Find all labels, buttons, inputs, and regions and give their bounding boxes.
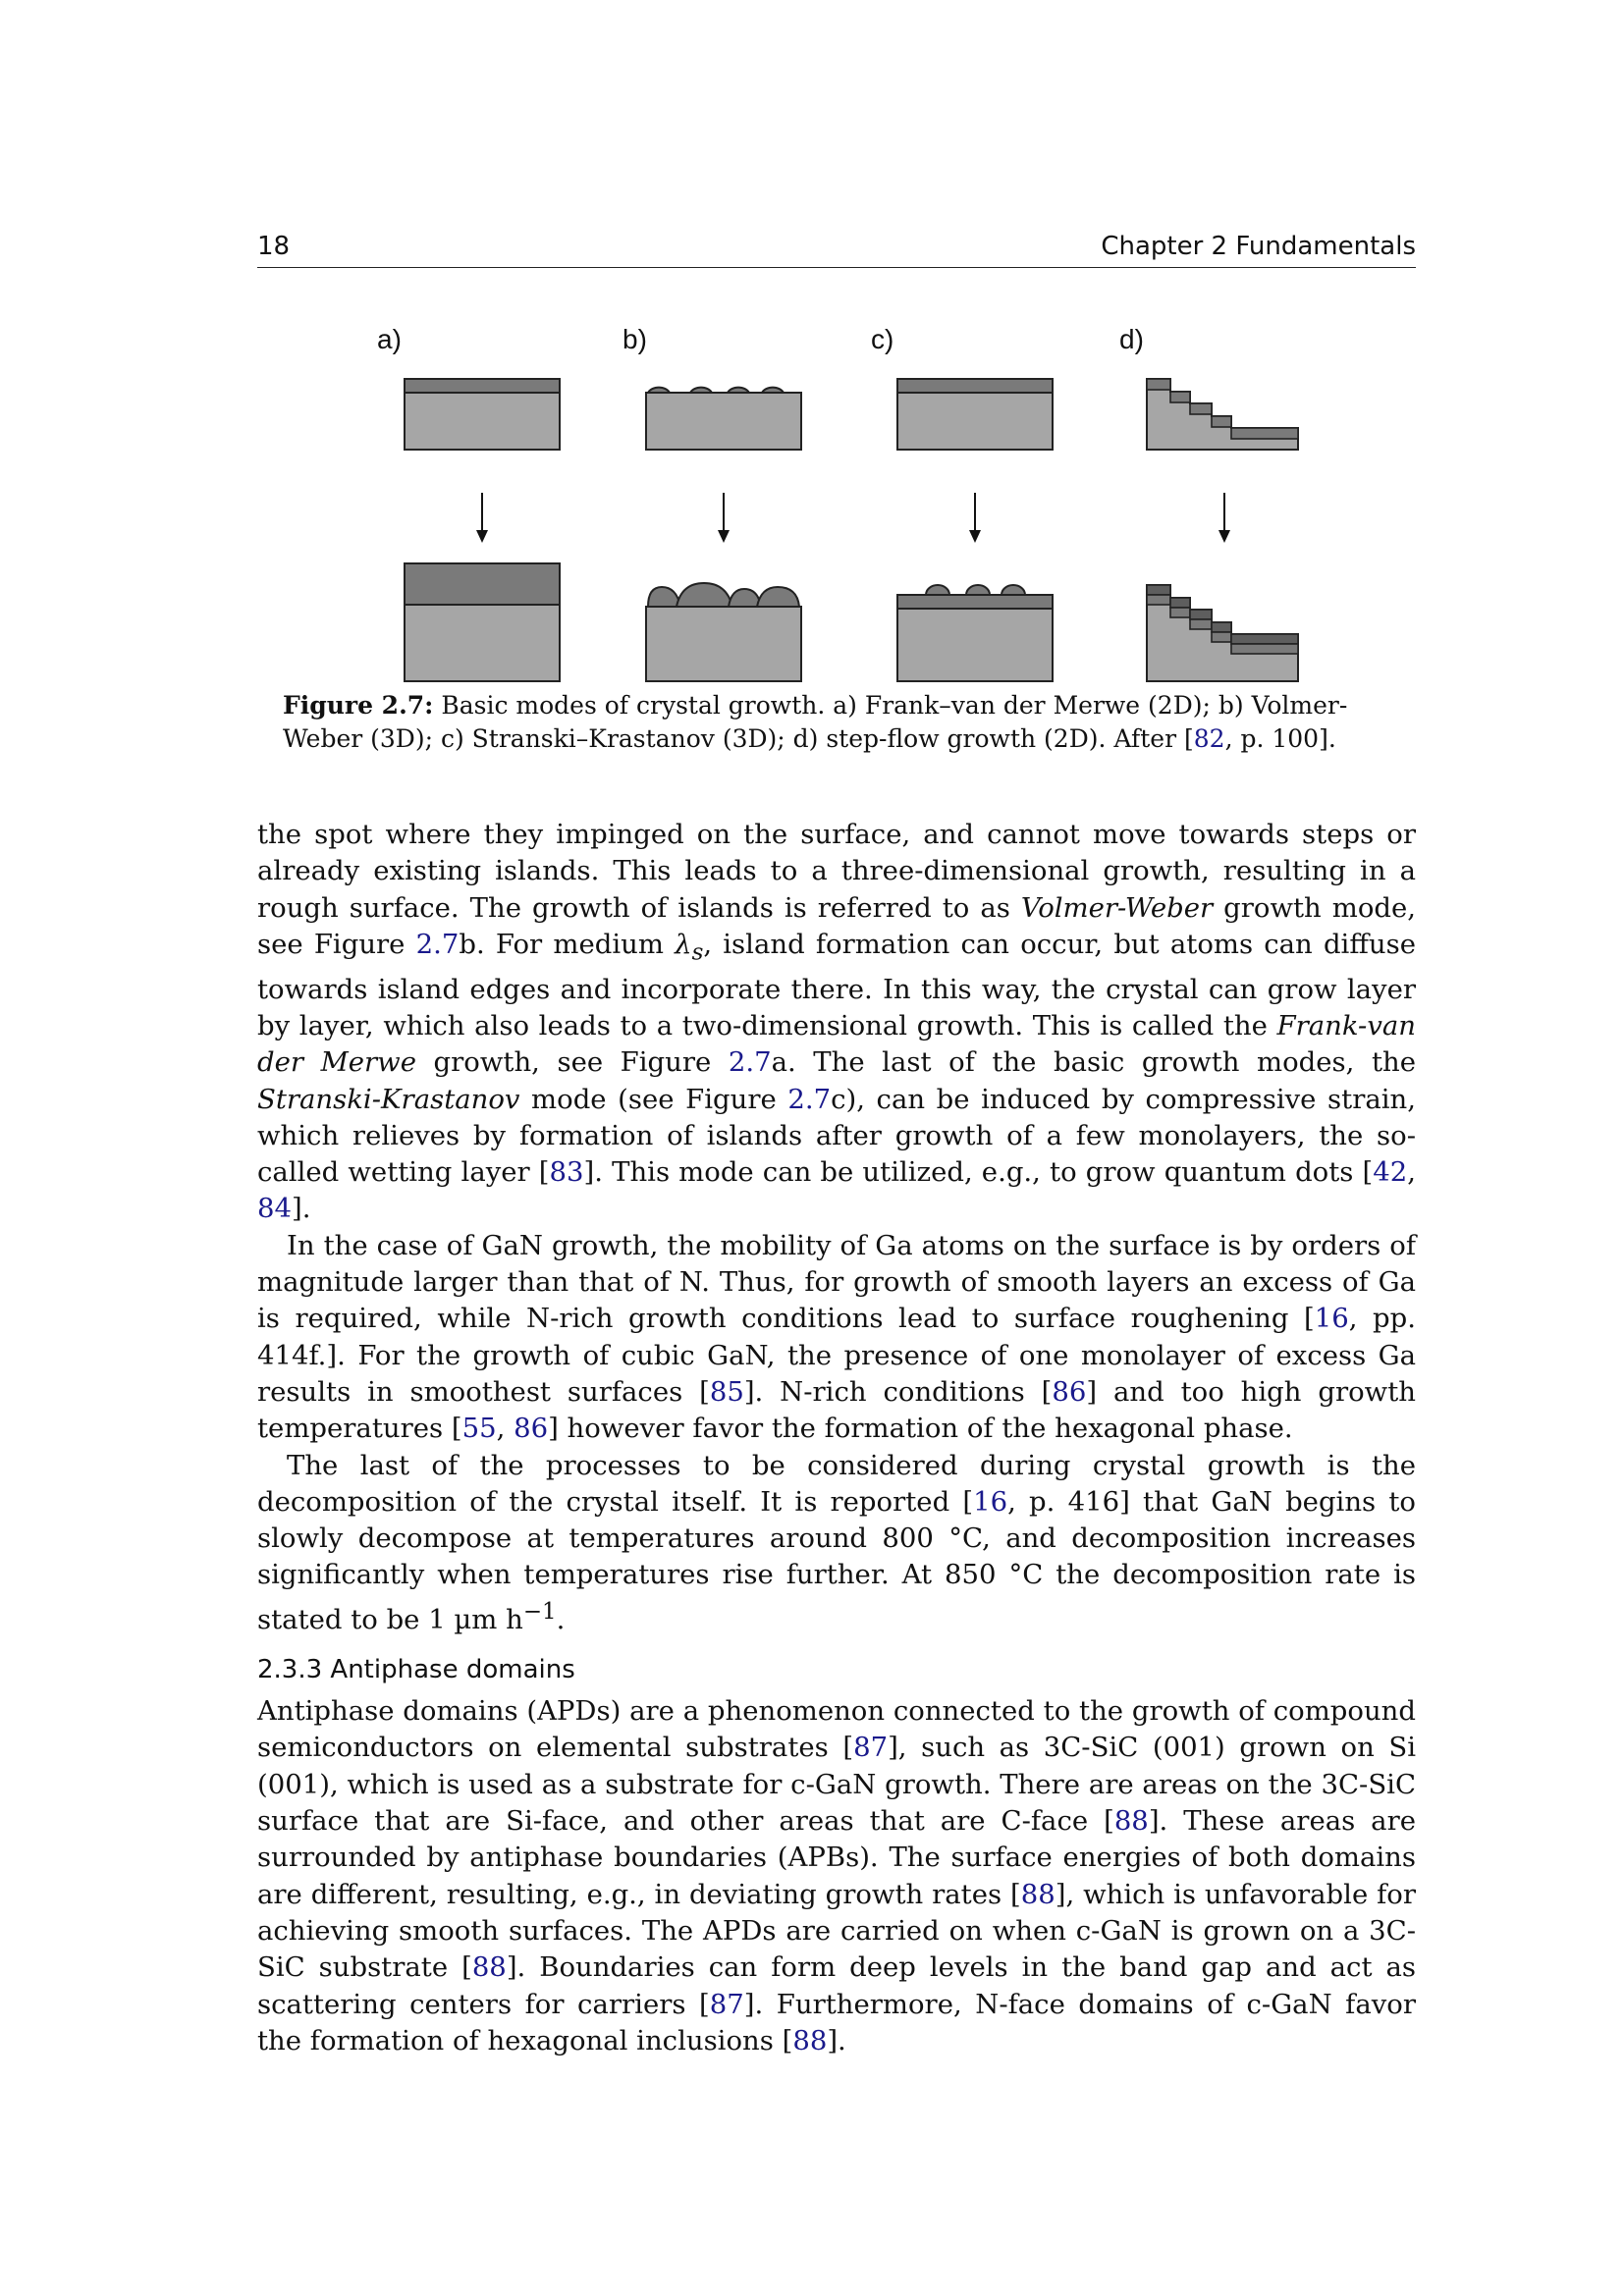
panel-b-final (646, 583, 801, 681)
text: ]. Boundaries can form deep levels in the band gap and act as scattering centers for carriers [ (257, 1951, 1416, 2020)
superscript: −1 (522, 1598, 557, 1625)
panel-label-a: a) (377, 324, 402, 354)
text: a. The last of the basic growth modes, the (771, 1046, 1416, 1079)
panel-a-final (405, 563, 560, 681)
text: , island formation can occur, but atoms can diffuse towards island edges and incorporate there. In this way, the crystal can grow layer by layer, which also leads to a two-dimensional growth. This is called the (257, 928, 1416, 1041)
citation-link[interactable]: 84 (257, 1193, 292, 1225)
paragraph-1 (257, 817, 1416, 1228)
panel-label-c: c) (871, 324, 894, 354)
text: , pp. 414f.]. For the growth of cubic GaN, the presence of one monolayer of excess Ga results in smoothest surfaces [ (257, 1303, 1416, 1408)
text: ] and too high growth temperatures [ (257, 1375, 1416, 1445)
caption-tail: , p. 100]. (1224, 724, 1336, 753)
text: ] however favor the formation of the hexagonal phase. (548, 1413, 1293, 1445)
text: . (556, 1603, 566, 1635)
text: ]. (827, 2024, 846, 2056)
running-head (257, 230, 1416, 268)
text: mode (see Figure (519, 1083, 788, 1115)
arrow-b (718, 493, 730, 543)
text: ]. This mode can be utilized, e.g., to grow quantum dots [ (583, 1156, 1374, 1189)
chapter-title: Chapter 2 Fundamentals (1101, 232, 1416, 261)
figure-link[interactable]: 2.7 (787, 1083, 832, 1115)
citation-link[interactable]: 88 (792, 2024, 828, 2056)
term-volmer-weber: Volmer-Weber (1020, 891, 1214, 924)
citation-link[interactable]: 16 (1314, 1303, 1349, 1335)
growth-modes-diagram (257, 304, 1416, 697)
symbol-subscript: s (691, 939, 704, 966)
panel-d-final (1147, 585, 1298, 681)
text: the spot where they impinged on the surface, and cannot move towards steps or already existing islands. This leads to a three-dimensional growth, resulting in a rough surface. The growth of islands is referred to as (257, 819, 1416, 924)
text: growth, see Figure (415, 1046, 729, 1079)
caption-label: Figure 2.7: (283, 691, 434, 720)
figure-link[interactable]: 2.7 (728, 1046, 772, 1079)
citation-link[interactable]: 55 (461, 1413, 497, 1445)
panel-label-b: b) (623, 324, 647, 354)
citation-link[interactable]: 88 (471, 1951, 507, 1984)
paragraph-2 (257, 1228, 1416, 1448)
citation-link[interactable]: 16 (973, 1485, 1008, 1518)
paragraph-4 (257, 1693, 1416, 2059)
figure-link[interactable]: 2.7 (415, 928, 460, 960)
citation-link[interactable]: 86 (1052, 1375, 1087, 1408)
citation-link[interactable]: 83 (549, 1156, 584, 1189)
figure-caption: Figure 2.7: Basic modes of crystal growth. a) Frank–van der Merwe (2D); b) Volmer-Weber (3D); c) Stranski–Krastanov (3D); d) step-flow growth (2D). After [82, p. 100]. (283, 691, 1348, 753)
citation-link[interactable]: 82 (1193, 724, 1225, 753)
subsection-heading: 2.3.3 Antiphase domains (257, 1655, 575, 1685)
text: ]. (292, 1193, 311, 1225)
panel-c-initial (897, 379, 1053, 450)
text: ], such as 3C-SiC (001) grown on Si (001), which is used as a substrate for c-GaN growth. There are areas on the 3C-SiC surface that are Si-face, and other areas that are C-face [ (257, 1732, 1416, 1838)
panel-c-final (897, 585, 1053, 681)
text: , (496, 1413, 514, 1445)
text: ]. These areas are surrounded by antiphase boundaries (APBs). The surface energies of both domains are different, resulting, e.g., in deviating growth rates [ (257, 1805, 1416, 1910)
citation-link[interactable]: 88 (1020, 1878, 1056, 1910)
text: The last of the processes to be considered during crystal growth is the decomposition of the crystal itself. It is reported [ (257, 1449, 1416, 1518)
citation-link[interactable]: 88 (1113, 1805, 1149, 1838)
citation-link[interactable]: 86 (514, 1413, 549, 1445)
citation-link[interactable]: 85 (709, 1375, 744, 1408)
text: c), can be induced by compressive strain, which relieves by formation of islands after growth of a few monolayers, the so-called wetting layer [ (257, 1083, 1416, 1189)
panel-d-initial (1147, 379, 1298, 450)
text: ]. Furthermore, N-face domains of c-GaN favor the formation of hexagonal inclusions [ (257, 1988, 1416, 2056)
symbol-lambda: λ (675, 928, 692, 960)
citation-link[interactable]: 42 (1373, 1156, 1408, 1189)
arrow-a (476, 493, 488, 543)
term-stranski-krastanov: Stranski-Krastanov (257, 1083, 520, 1115)
page-number: 18 (257, 232, 291, 261)
panel-b-initial (646, 388, 801, 450)
citation-link[interactable]: 87 (853, 1732, 889, 1764)
text: , p. 416] that GaN begins to slowly decompose at temperatures around 800 °C, and decomposition increases significantly when temperatures rise further. At 850 °C the decomposition rate is stated to be 1 µm h (257, 1485, 1416, 1635)
text: b. For medium (459, 928, 676, 960)
text: growth mode, see Figure (257, 891, 1416, 960)
arrow-d (1218, 493, 1230, 543)
text: ], which is unfavorable for achieving smooth surfaces. The APDs are carried on when c-GaN is grown on a 3C-SiC substrate [ (257, 1878, 1417, 1984)
panel-label-d: d) (1119, 324, 1144, 354)
paragraph-3 (257, 1448, 1416, 1639)
arrow-c (969, 493, 981, 543)
term-frank-van-der-merwe: Frank-van der Merwe (257, 1009, 1416, 1079)
body-text (257, 817, 1416, 2059)
citation-link[interactable]: 87 (709, 1988, 744, 2020)
text: Antiphase domains (APDs) are a phenomenon connected to the growth of compound semiconductors on elemental substrates [ (257, 1695, 1416, 1764)
text: In the case of GaN growth, the mobility of Ga atoms on the surface is by orders of magnitude larger than that of N. Thus, for growth of smooth layers an excess of Ga is required, while N-rich growth conditions lead to surface roughening [ (257, 1229, 1416, 1335)
caption-text: Basic modes of crystal growth. a) Frank–van der Merwe (2D); b) Volmer-Weber (3D); c) Stranski–Krastanov (3D); d) step-flow growth (2D). After (283, 691, 1348, 753)
text: , (1407, 1156, 1416, 1189)
panel-a-initial (405, 379, 560, 450)
text: ]. N-rich conditions [ (743, 1375, 1053, 1408)
